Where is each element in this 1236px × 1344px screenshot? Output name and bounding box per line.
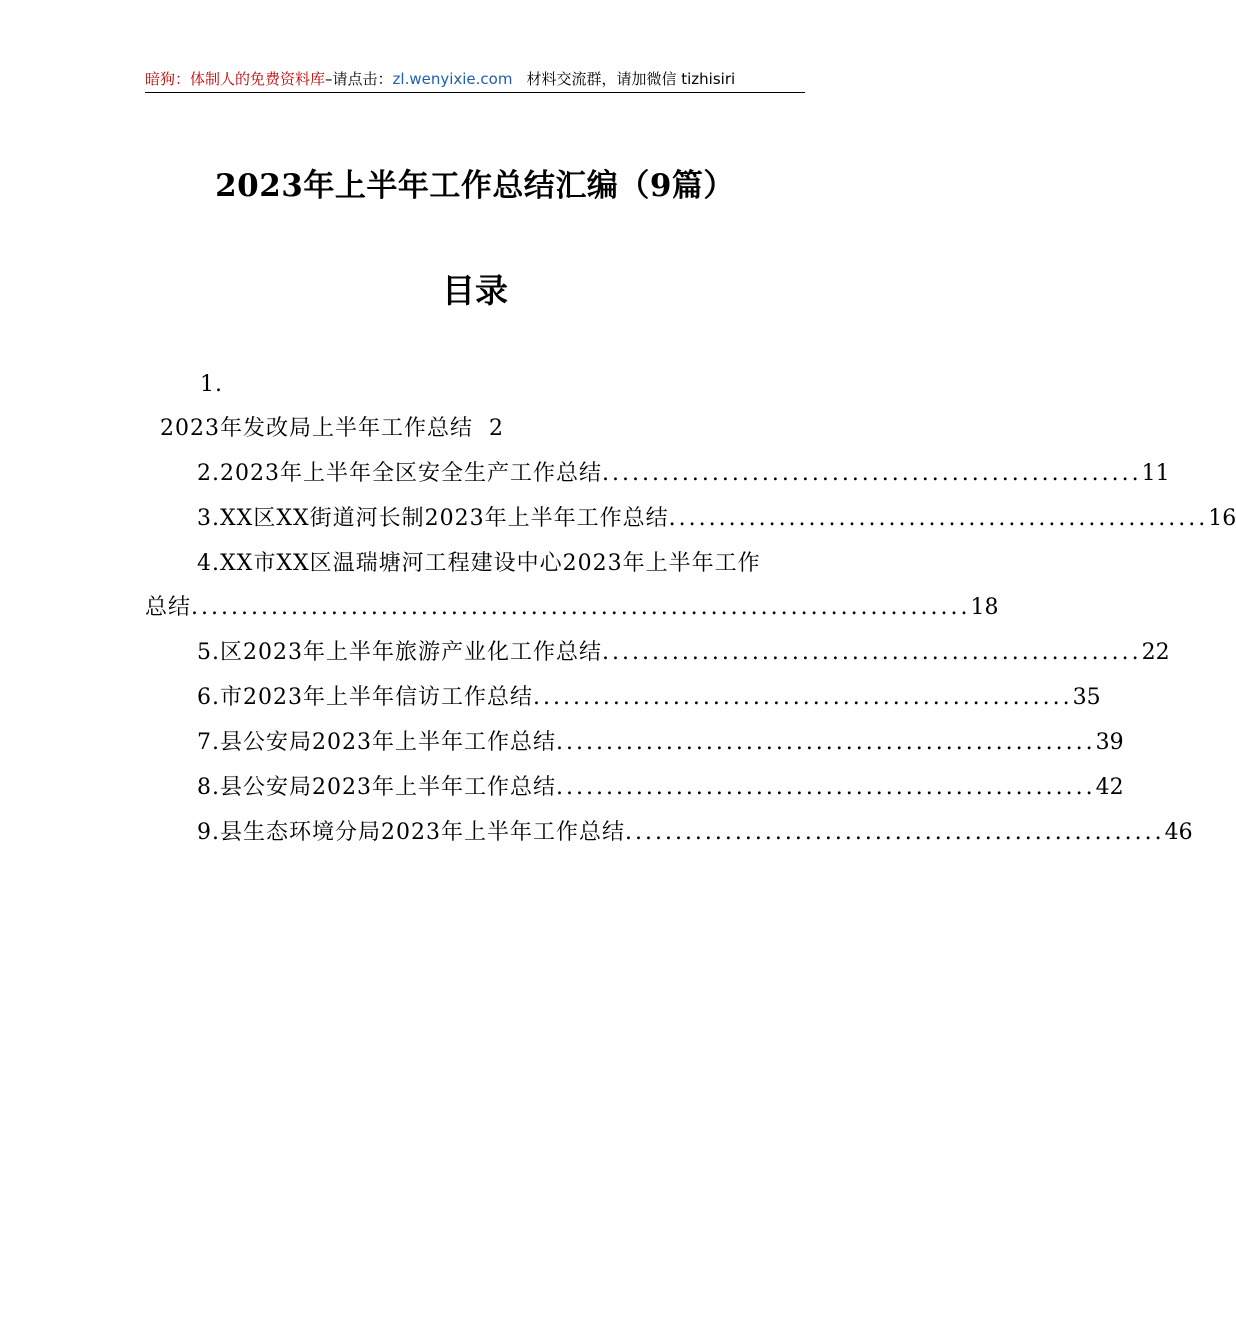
toc-item-page: 11 <box>1141 461 1170 486</box>
header-contact: 材料交流群，请加微信 tizhisiri <box>526 70 736 88</box>
toc-item-1-page: 2 <box>489 416 503 441</box>
toc-leader-dots: ...................................................... <box>555 730 1096 755</box>
toc-item-text: 总结 <box>145 595 192 620</box>
toc-item-page: 16 <box>1208 506 1236 531</box>
toc-item-page: 39 <box>1095 730 1124 755</box>
toc-heading: 目录 <box>442 271 508 310</box>
toc-item-text: 8.县公安局2023年上半年工作总结 <box>197 775 556 800</box>
toc-item-text: 2.2023年上半年全区安全生产工作总结 <box>197 461 602 486</box>
toc-item-2[interactable] <box>197 456 1170 492</box>
toc-item-4[interactable] <box>197 546 807 582</box>
toc-item-page: 35 <box>1072 685 1101 710</box>
toc-item-1[interactable] <box>160 411 822 447</box>
toc-item-page: 18 <box>970 595 999 620</box>
toc-item-page: 42 <box>1095 775 1124 800</box>
toc-leader-dots: ...................................................... <box>668 506 1209 531</box>
toc-item-text: 4.XX市XX区温瑞塘河工程建设中心2023年上半年工作 <box>197 551 761 576</box>
toc-item-1-number[interactable]: 1. <box>200 372 223 397</box>
header-brand: 暗狗：体制人的免费资料库 <box>145 70 326 88</box>
toc-leader-dots: ...................................................... <box>601 640 1142 665</box>
header-click-text: –请点击： <box>325 70 393 88</box>
toc-item-3[interactable] <box>197 501 1236 537</box>
toc-item-8[interactable] <box>197 770 1124 806</box>
toc-item-7[interactable] <box>197 725 1124 761</box>
toc-leader-dots: ...................................................... <box>555 775 1096 800</box>
toc-leader-dots: .............................................................................. <box>191 595 971 620</box>
toc-item-4-cont[interactable] <box>145 590 999 626</box>
toc-item-text: 3.XX区XX街道河长制2023年上半年工作总结 <box>197 506 669 531</box>
toc-item-9[interactable] <box>197 815 1193 851</box>
toc-item-5[interactable] <box>197 635 1170 671</box>
toc-leader-dots: ...................................................... <box>532 685 1073 710</box>
page-header <box>145 66 805 93</box>
toc-item-6[interactable] <box>197 680 1101 716</box>
toc-item-text: 5.区2023年上半年旅游产业化工作总结 <box>197 640 602 665</box>
toc-leader-dots: ...................................................... <box>601 461 1142 486</box>
header-link[interactable]: zl.wenyixie.com <box>392 70 513 88</box>
toc-item-text: 9.县生态环境分局2023年上半年工作总结 <box>197 820 625 845</box>
toc-item-text: 6.市2023年上半年信访工作总结 <box>197 685 533 710</box>
toc-leader-dots: ...................................................... <box>624 820 1165 845</box>
toc-item-text: 7.县公安局2023年上半年工作总结 <box>197 730 556 755</box>
document-title: 2023年上半年工作总结汇编（9篇） <box>215 168 735 204</box>
toc-item-page: 46 <box>1164 820 1193 845</box>
toc-item-1-text: 2023年发改局上半年工作总结 <box>160 416 473 441</box>
toc-item-page: 22 <box>1141 640 1170 665</box>
